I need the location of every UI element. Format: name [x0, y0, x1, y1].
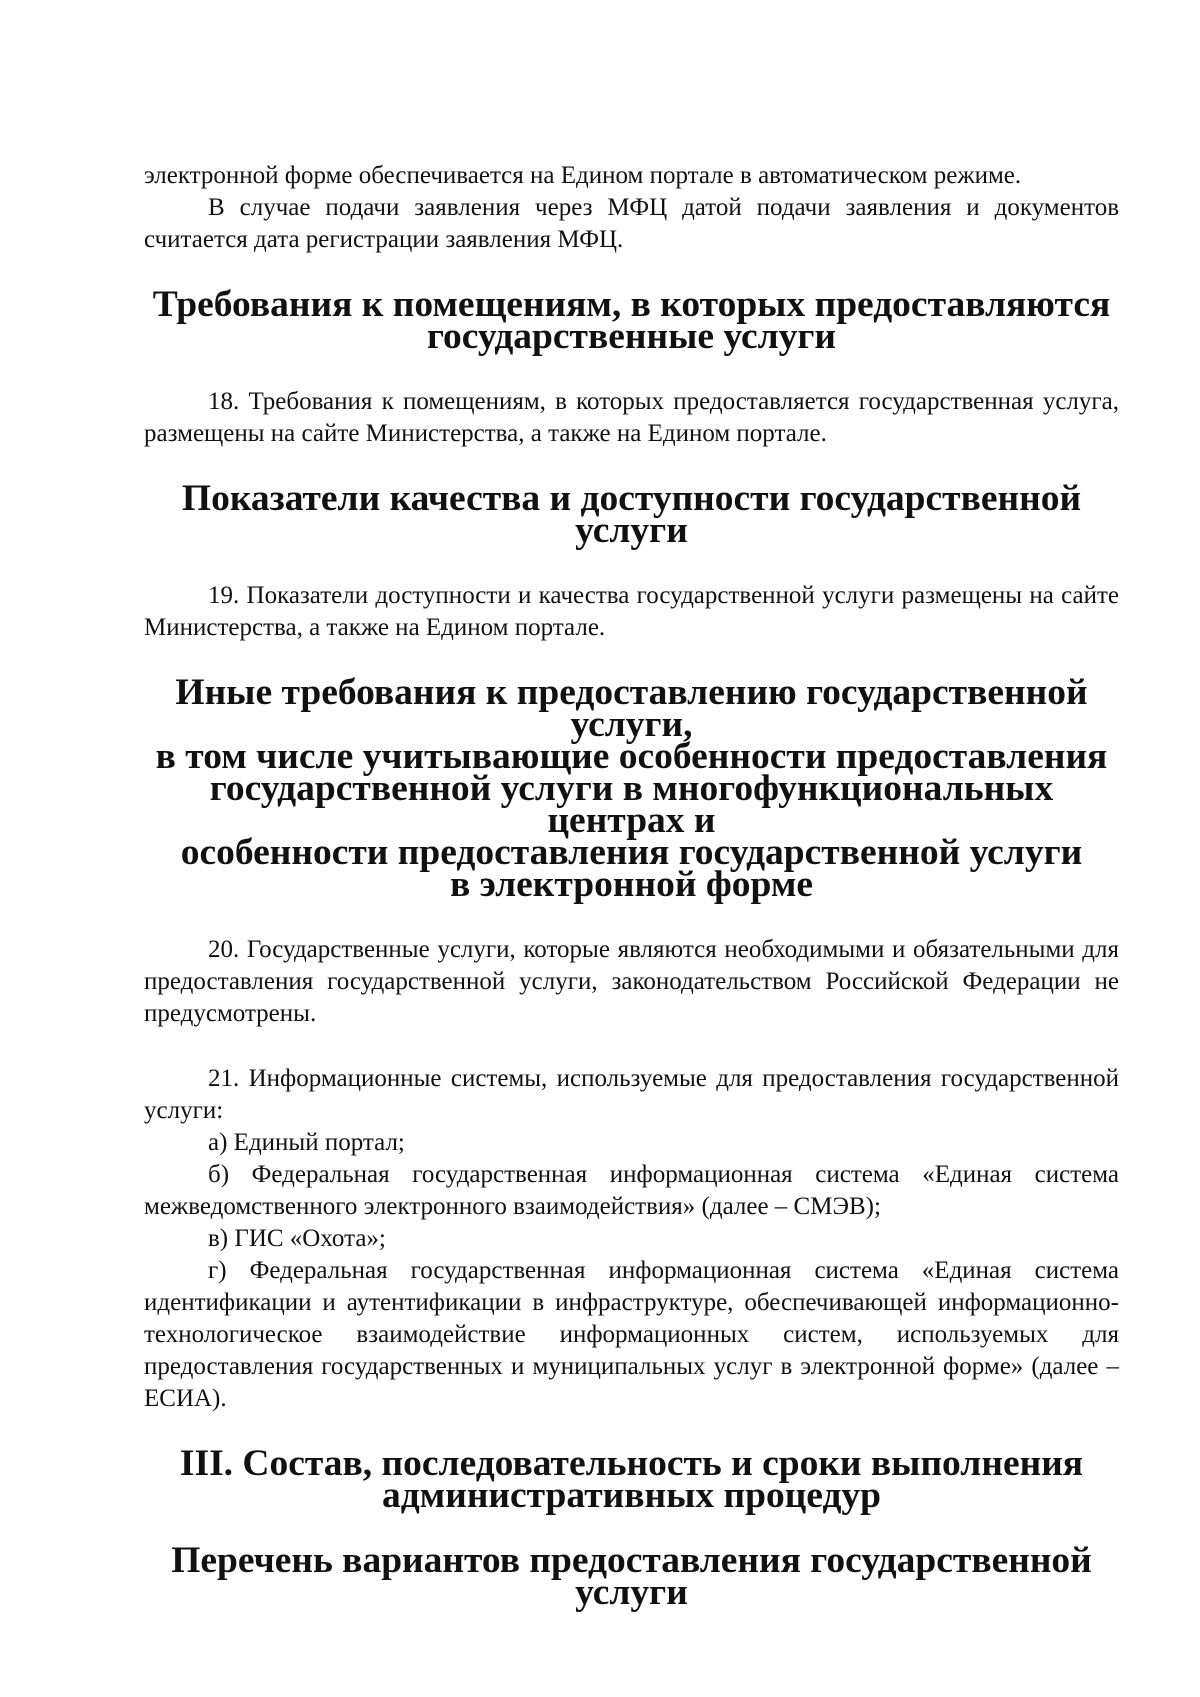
paragraph-continuation: электронной форме обеспечивается на Едином портале в автоматическом режиме. — [144, 162, 1022, 189]
heading-variants-list: Перечень вариантов предоставления государственной услуги — [171, 1540, 1092, 1613]
heading-quality-indicators: Показатели качества и доступности государственной услуги — [181, 478, 1082, 551]
paragraph-mfc-submission: В случае подачи заявления через МФЦ датой подачи заявления и документов считается дата регистрации заявления МФЦ. — [144, 194, 1119, 253]
paragraph-20: 20. Государственные услуги, которые являются необходимыми и обязательными для предоставления государственной услуги, законодательством Российской Федерации не предусмотрены. — [144, 936, 1119, 1027]
paragraph-18: 18. Требования к помещениям, в которых предоставляется государственная услуга, размещены на сайте Министерства, а также на Едином портале. — [144, 388, 1119, 447]
paragraph-21: 21. Информационные системы, используемые для предоставления государственной услуги: — [144, 1065, 1119, 1124]
heading-section-iii: III. Состав, последовательность и сроки выполнения административных процедур — [179, 1443, 1084, 1516]
paragraph-19: 19. Показатели доступности и качества государственной услуги размещены на сайте Министерства, а также на Едином портале. — [144, 582, 1119, 641]
heading-other-requirements: Иные требования к предоставлению государственной услуги, в том числе учитывающие особенности предоставления государственной услуги в многофункциональных центрах и особенности предоставления государственной услуги в электронной форме — [155, 672, 1108, 905]
list-item-v: в) ГИС «Охота»; — [208, 1225, 386, 1252]
document-page — [144, 160, 1119, 1613]
list-item-g: г) Федеральная государственная информационная система «Единая система идентификации и аутентификации в инфраструктуре, обеспечивающей информационно-технологическое взаимодействие информационных систем, используемых для предоставления государственных и муниципальных услуг в электронной форме» (далее – ЕСИА). — [144, 1257, 1119, 1412]
heading-premises-requirements: Требования к помещениям, в которых предоставляются государственные услуги — [152, 284, 1111, 357]
list-item-b: б) Федеральная государственная информационная система «Единая система межведомственного электронного взаимодействия» (далее – СМЭВ); — [144, 1161, 1119, 1220]
list-item-a: а) Единый портал; — [208, 1129, 405, 1156]
